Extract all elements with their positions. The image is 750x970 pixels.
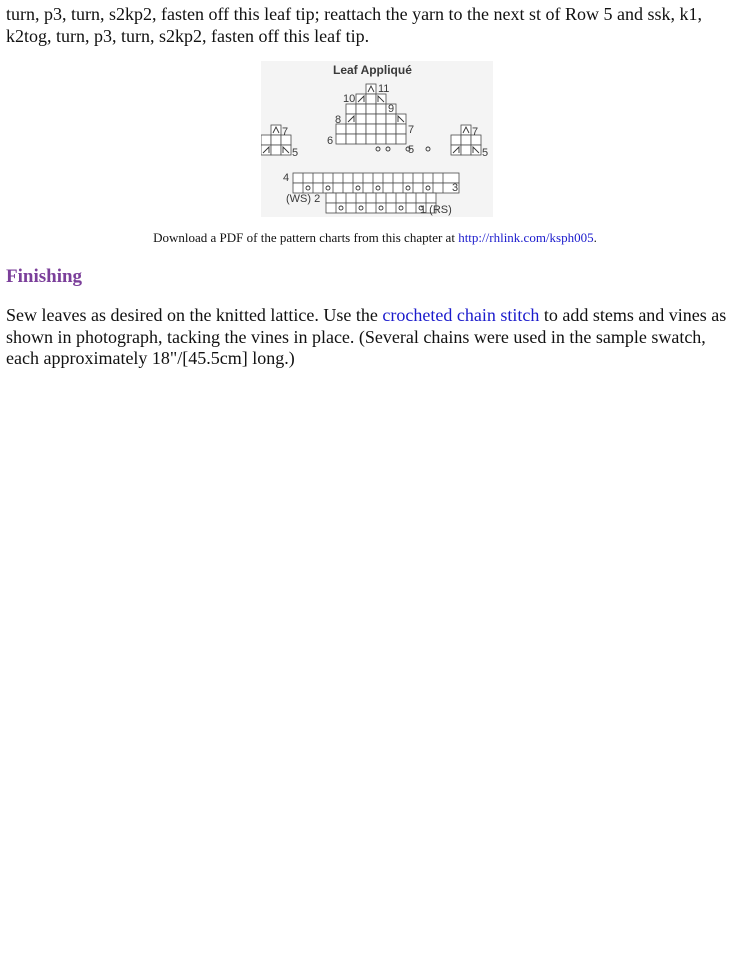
row-label: 5 [482,147,489,159]
row-label: 7 [472,126,479,138]
chart-title: Leaf Appliqué [333,63,412,77]
caption-end: . [593,230,597,245]
finishing-text-after: to add stems and vines as shown in photograph, tacking the vines in place. (Several chains were used in the sample swatch, each approximately 18"/[45.5cm] long.) [6,305,727,368]
row-label: 4 [283,172,290,184]
row-label: 6 [327,135,334,147]
row-label: 7 [408,124,415,136]
finishing-paragraph [6,305,742,370]
row-label: (WS) 2 [286,193,321,205]
row-label: 11 [378,83,390,95]
finishing-heading: Finishing [6,266,83,287]
row-label: 3 [452,182,459,194]
row-label: 8 [335,114,342,126]
row-label: 5 [292,147,299,159]
row-label: 5 [408,144,415,156]
row-label: 1 (RS) [420,204,452,216]
body-paragraph-top: turn, p3, turn, s2kp2, fasten off this leaf tip; reattach the yarn to the next st of Row 5 and ssk, k1, k2tog, turn, p3, turn, s2kp2, fasten off this leaf tip. [6,4,703,46]
pdf-download-link[interactable]: http://rhlink.com/ksph005 [458,230,594,245]
finishing-text-before: Sew leaves as desired on the knitted lattice. Use the [6,305,383,325]
row-label: 10 [343,93,356,105]
crocheted-chain-stitch-link[interactable]: crocheted chain stitch [382,305,540,325]
caption-text: Download a PDF of the pattern charts from this chapter at [153,230,459,245]
chart-svg [261,61,493,217]
row-label: 9 [388,103,395,115]
figure-caption [0,230,750,246]
leaf-applique-chart [261,61,493,217]
row-label: 7 [282,126,289,138]
